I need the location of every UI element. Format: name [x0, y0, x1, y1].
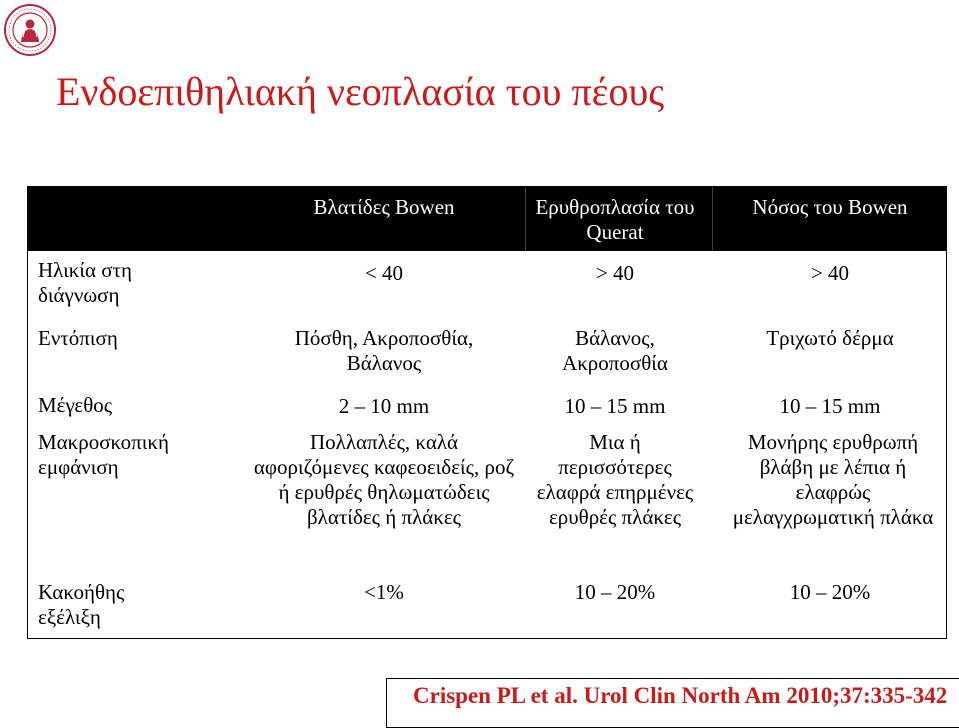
cell-size-bowenoid: 2 – 10 mm: [338, 394, 430, 418]
cell-appearance-erythroplasia: Μια ή περισσότερες ελαφρά επηρμένες ερυθρές πλάκες: [536, 430, 694, 529]
cell-age-erythroplasia: > 40: [595, 261, 635, 285]
column-header-erythroplasia-queyrat: Ερυθροπλασία του Querat: [535, 195, 695, 244]
cell-age-bowenoid: < 40: [364, 261, 404, 285]
cell-location-bowenoid: Πόσθη, Ακροποσθία, Βάλανος: [294, 326, 474, 375]
cell-malignancy-bowenoid: <1%: [364, 580, 404, 604]
cell-location-bowen: Τριχωτό δέρμα: [766, 326, 894, 350]
row-label-malignancy: Κακοήθης εξέλιξη: [38, 580, 125, 629]
citation-box: [386, 678, 959, 728]
row-label-age: Ηλικία στη διάγνωση: [38, 258, 132, 307]
comparison-table: [27, 186, 947, 639]
table-header: [28, 187, 946, 251]
cell-age-bowen: > 40: [810, 261, 850, 285]
cell-appearance-bowenoid: Πολλαπλές, καλά αφοριζόμενες καφεοειδείς, ροζ ή ερυθρές θηλωματώδεις βλατίδες ή πλάκες: [253, 430, 515, 529]
university-seal-icon: [4, 4, 56, 56]
citation-text: Crispen PL et al. Urol Clin North Am 2010;37:335-342: [413, 683, 948, 708]
row-label-size: Μέγεθος: [38, 393, 113, 417]
page-title: Ενδοεπιθηλιακή νεοπλασία του πέους: [56, 69, 665, 114]
cell-malignancy-erythroplasia: 10 – 20%: [574, 580, 656, 604]
row-label-location: Εντόπιση: [38, 326, 118, 350]
cell-size-bowen: 10 – 15 mm: [779, 394, 881, 418]
cell-malignancy-bowen: 10 – 20%: [789, 580, 871, 604]
row-label-appearance: Μακροσκοπική εμφάνιση: [38, 430, 169, 479]
column-header-bowenoid-papulosis: Βλατίδες Bowen: [313, 195, 455, 219]
cell-size-erythroplasia: 10 – 15 mm: [564, 394, 666, 418]
cell-appearance-bowen: Μονήρης ερυθρωπή βλάβη με λέπια ή ελαφρώς μελαγχρωματική πλάκα: [732, 430, 934, 529]
cell-location-erythroplasia: Βάλανος, Ακροποσθία: [562, 326, 668, 375]
column-header-bowen-disease: Νόσος του Bowen: [752, 195, 908, 219]
